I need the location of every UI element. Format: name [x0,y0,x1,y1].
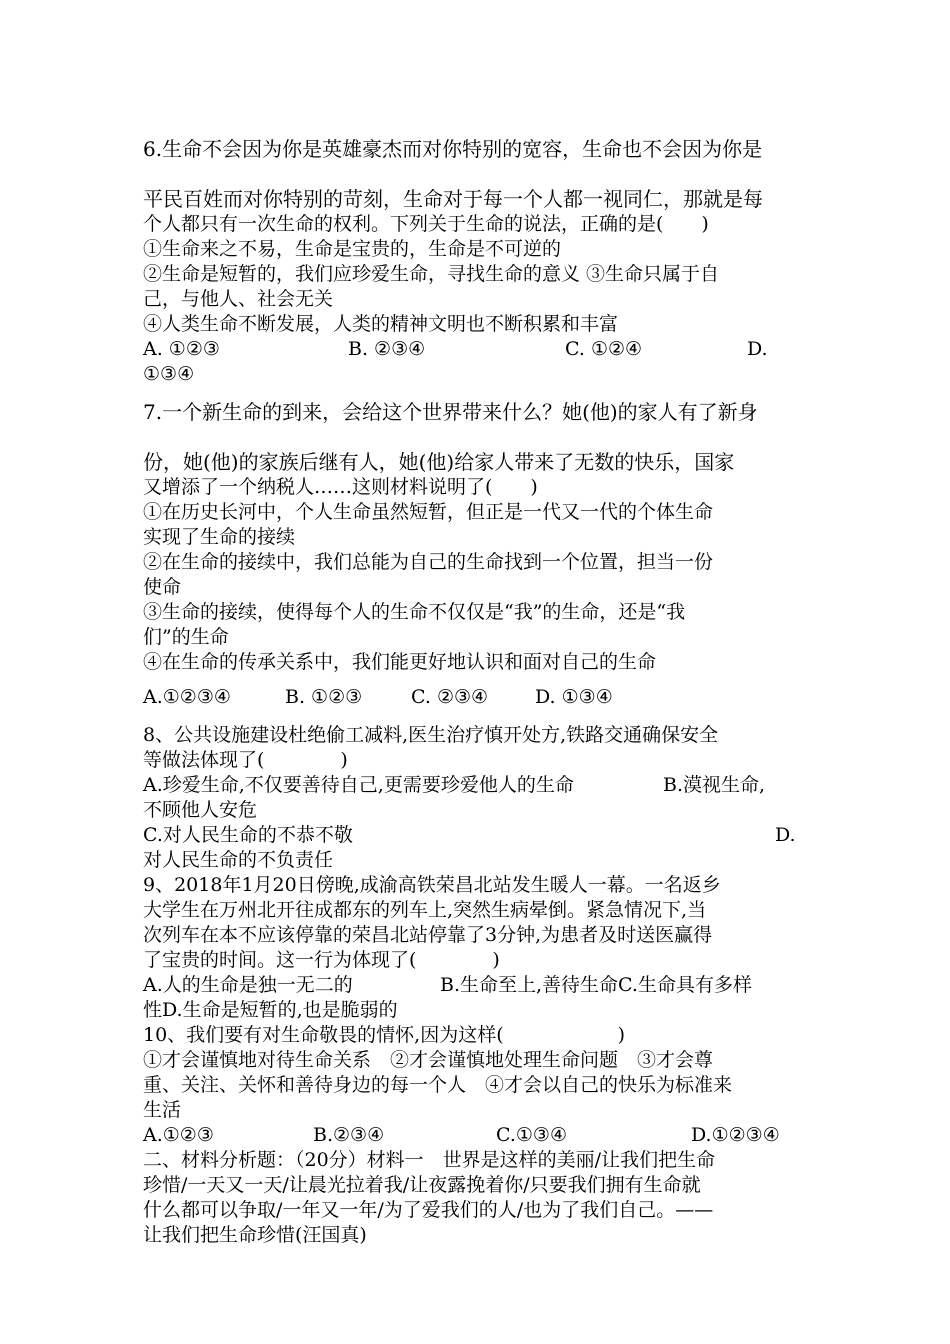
option-c: C.①③④ [496,1124,567,1146]
question-6-statement: 己，与他人、社会无关 [143,288,334,310]
option-d-cont: 对人民生命的不负责任 [143,849,334,871]
option-cont: 性D.生命是短暂的,也是脆弱的 [143,999,398,1021]
section-line: 什么都可以争取/一年又一年/为了爱我们的人/也为了我们自己。—— [143,1199,714,1221]
option-b-cont: 不顾他人安危 [143,799,258,821]
question-7-statement: 实现了生命的接续 [143,526,296,548]
question-6-line: 6.生命不会因为你是英雄豪杰而对你特别的宽容，生命也不会因为你是 [143,137,763,161]
section-line: 让我们把生命珍惜(汪国真) [143,1224,367,1246]
question-8-options-row [143,773,808,798]
question-6-statement: ④人类生命不断发展，人类的精神文明也不断积累和丰富 [143,313,619,335]
question-9-line: 了宝贵的时间。这一行为体现了( ) [143,949,500,971]
question-6-line: 平民百姓而对你特别的苛刻，生命对于每一个人都一视同仁，那就是每 [143,187,763,211]
question-7-statement: 们”的生命 [143,626,229,648]
question-6-statement: ①生命来之不易，生命是宝贵的，生命是不可逆的 [143,238,562,260]
option-a: A.①②③④ [143,686,231,708]
question-7-statement: ②在生命的接续中，我们总能为自己的生命找到一个位置，担当一份 [143,551,714,573]
question-8-line: 等做法体现了( ) [143,749,348,771]
question-7-line: 又增添了一个纳税人……这则材料说明了( ) [143,476,538,498]
question-8-options-row [143,823,808,848]
question-7-statement: ①在历史长河中，个人生命虽然短暂，但正是一代又一代的个体生命 [143,501,714,523]
question-7-statement: ④在生命的传承关系中，我们能更好地认识和面对自己的生命 [143,651,657,673]
option-b: B.生命至上,善待生命C.生命具有多样 [440,974,752,996]
question-6-options [143,337,808,362]
question-8-line: 8、公共设施建设杜绝偷工减料,医生治疗慎开处方,铁路交通确保安全 [143,724,719,746]
option-d: D. ①③④ [535,686,613,708]
option-a: A.人的生命是独一无二的 [143,974,353,996]
question-10-line: 10、我们要有对生命敬畏的情怀,因为这样( ) [143,1024,626,1046]
section-line: 珍惜/一天又一天/让晨光拉着我/让夜露挽着你/只要我们拥有生命就 [143,1174,701,1196]
option-b: B. ②③④ [348,338,426,360]
section-line: 二、材料分析题：（20分）材料一 世界是这样的美丽/让我们把生命 [143,1149,716,1171]
question-9 [143,873,808,1023]
option-c: C.对人民生命的不恭不敬 [143,824,353,846]
material-analysis-section [143,1148,808,1248]
question-10-options [143,1123,808,1148]
question-6-statement: ②生命是短暂的，我们应珍爱生命，寻找生命的意义 ③生命只属于自 [143,263,720,285]
question-10-line: 生活 [143,1099,182,1121]
option-c: C. ②③④ [411,686,489,708]
option-c: C. ①②④ [565,338,643,360]
question-7-statement: 使命 [143,576,182,598]
question-10-line: 重、关注、关怀和善待身边的每一个人 ④才会以自己的快乐为标准来 [143,1074,733,1096]
option-a: A. ①②③ [143,338,220,360]
option-d-value: ①③④ [143,363,195,385]
question-7-statement: ③生命的接续，使得每个人的生命不仅仅是“我”的生命，还是“我 [143,601,686,623]
option-a: A.珍爱生命,不仅要善待自己,更需要珍爱他人的生命 [143,774,574,796]
question-8 [143,723,808,873]
question-10 [143,1023,808,1148]
question-7-line: 份，她(他)的家族后继有人，她(他)给家人带来了无数的快乐，国家 [143,450,735,474]
question-7-line: 7.一个新生命的到来，会给这个世界带来什么？她(他)的家人有了新身 [143,400,758,424]
question-9-options-row [143,973,808,998]
option-d: D. [775,824,796,846]
option-b: B.漠视生命, [663,774,766,796]
question-6 [143,137,808,387]
question-7 [143,400,808,710]
option-b: B. ①②③ [285,686,363,708]
question-9-line: 大学生在万州北开往成都东的列车上,突然生病晕倒。紧急情况下,当 [143,899,707,921]
option-d: D. [747,338,768,360]
option-b: B.②③④ [313,1124,385,1146]
question-7-options [143,685,808,710]
question-9-line: 9、2018年1月20日傍晚,成渝高铁荣昌北站发生暖人一幕。一名返乡 [143,874,721,896]
question-6-line: 个人都只有一次生命的权利。下列关于生命的说法，正确的是( ) [143,213,709,235]
exam-content [143,137,808,1248]
question-9-line: 次列车在本不应该停靠的荣昌北站停靠了3分钟,为患者及时送医赢得 [143,924,713,946]
question-10-line: ①才会谨慎地对待生命关系 ②才会谨慎地处理生命问题 ③才会尊 [143,1049,714,1071]
option-d: D.①②③④ [691,1124,780,1146]
option-a: A.①②③ [143,1124,214,1146]
